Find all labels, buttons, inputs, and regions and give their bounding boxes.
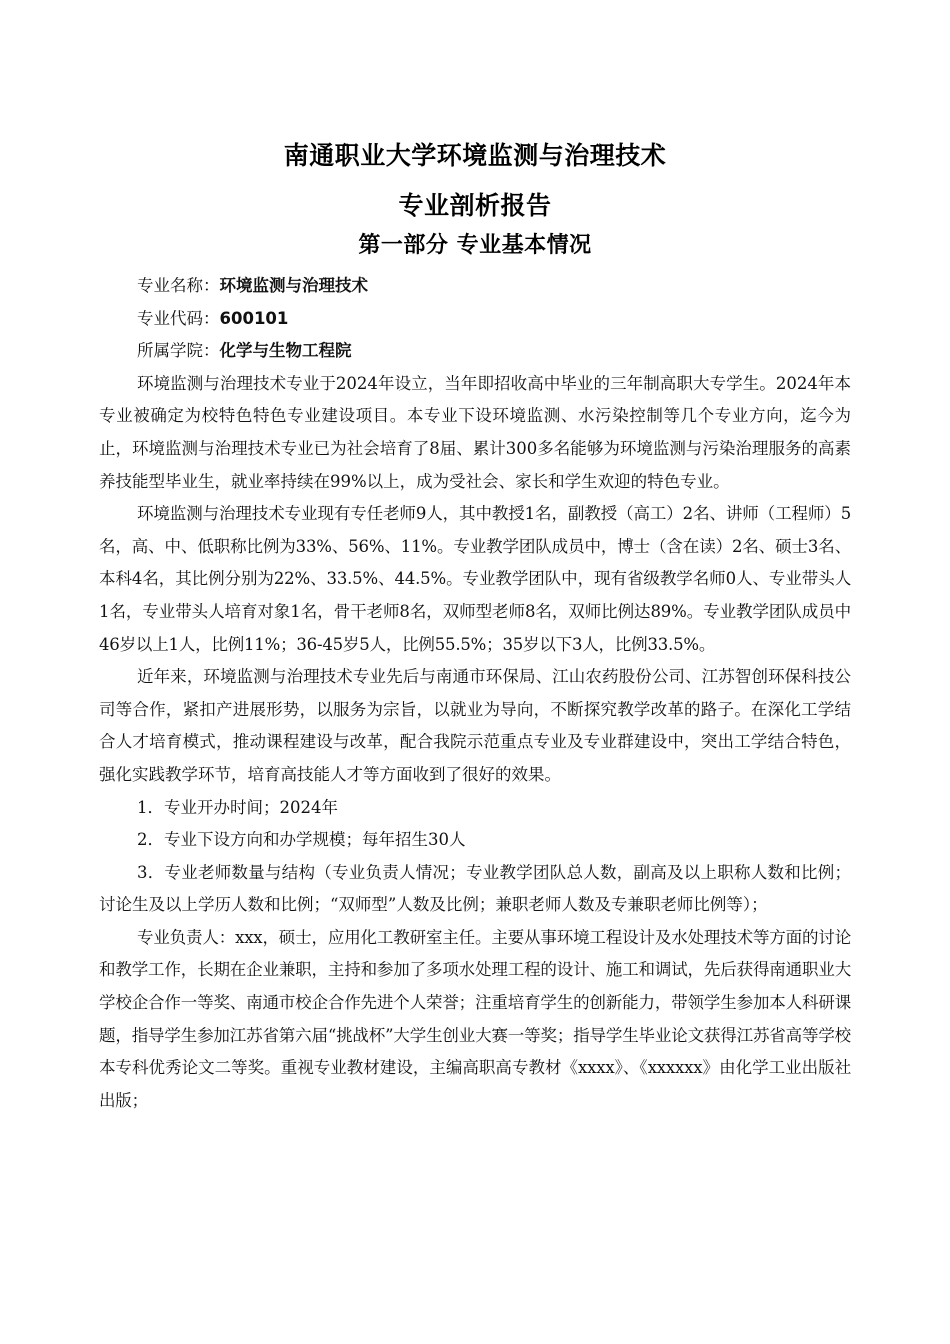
- list-item-teacher-structure: 3．专业老师数量与结构（专业负责人情况；专业教学团队总人数，副高及以上职称人数和比例；讨论生及以上学历人数和比例；“双师型”人数及比例；兼职老师人数及专兼职老师比例等）；: [99, 862, 851, 915]
- major-code-value: 600101: [219, 308, 289, 328]
- document-body: [99, 270, 851, 1117]
- list-item-enrollment: 2．专业下设方向和办学规模；每年招生30人: [137, 830, 466, 850]
- list-item-start-year: 1．专业开办时间；2024年: [137, 797, 338, 817]
- major-name-label: 专业名称：: [137, 276, 220, 295]
- major-name-value: 环境监测与治理技术: [219, 276, 368, 295]
- college-label: 所属学院：: [137, 341, 220, 361]
- major-code-label: 专业代码：: [137, 308, 220, 328]
- cooperation-paragraph: 近年来，环境监测与治理技术专业先后与南通市环保局、江山农药股份公司、江苏智创环保科技公司等合作，紧扣产进展形势，以服务为宗旨，以就业为导向，不断探究教学改革的路子。在深化工学结合人才培育模式，推动课程建设与改革，配合我院示范重点专业及专业群建设中，突出工学结合特色，强化实践教学环节，培育高技能人才等方面收到了很好的效果。: [99, 667, 851, 784]
- report-title: 南通职业大学环境监测与治理技术: [283, 141, 667, 170]
- section-heading: 第一部分 专业基本情况: [358, 233, 592, 258]
- report-subtitle: 专业剖析报告: [398, 191, 552, 220]
- intro-paragraph: 环境监测与治理技术专业于2024年设立，当年即招收高中毕业的三年制高职大专学生。2024年本专业被确定为校特色特色专业建设项目。本专业下设环境监测、水污染控制等几个专业方向，迄今为止，环境监测与治理技术专业已为社会培育了8届、累计300多名能够为环境监测与污染治理服务的高素养技能型毕业生，就业率持续在99%以上，成为受社会、家长和学生欢迎的特色专业。: [99, 373, 851, 491]
- leader-paragraph: 专业负责人：xxx，硕士，应用化工教研室主任。主要从事环境工程设计及水处理技术等方面的讨论和教学工作，长期在企业兼职，主持和参加了多项水处理工程的设计、施工和调试，先后获得南通职业大学校企合作一等奖、南通市校企合作先进个人荣誉；注重培育学生的创新能力，带领学生参加本人科研课题，指导学生参加江苏省第六届“挑战杯”大学生创业大赛一等奖；指导学生毕业论文获得江苏省高等学校本专科优秀论文二等奖。重视专业教材建设，主编高职高专教材《xxxx》、《xxxxxx》由化学工业出版社出版；: [99, 927, 851, 1110]
- major-name-line: [99, 270, 851, 303]
- college-line: [99, 335, 851, 368]
- major-code-line: [99, 303, 851, 336]
- faculty-paragraph: 环境监测与治理技术专业现有专任老师9人，其中教授1名，副教授（高工）2名、讲师（工程师）5名，高、中、低职称比例为33%、56%、11%。专业教学团队成员中，博士（含在读）2名、硕士3名、本科4名，其比例分别为22%、33.5%、44.5%。专业教学团队中，现有省级教学名师0人、专业带头人1名，专业带头人培育对象1名，骨干老师8名，双师型老师8名，双师比例达89%。专业教学团队成员中46岁以上1人，比例11%；36-45岁5人，比例55.5%；35岁以下3人，比例33.5%。: [99, 504, 851, 654]
- college-value: 化学与生物工程院: [219, 341, 352, 361]
